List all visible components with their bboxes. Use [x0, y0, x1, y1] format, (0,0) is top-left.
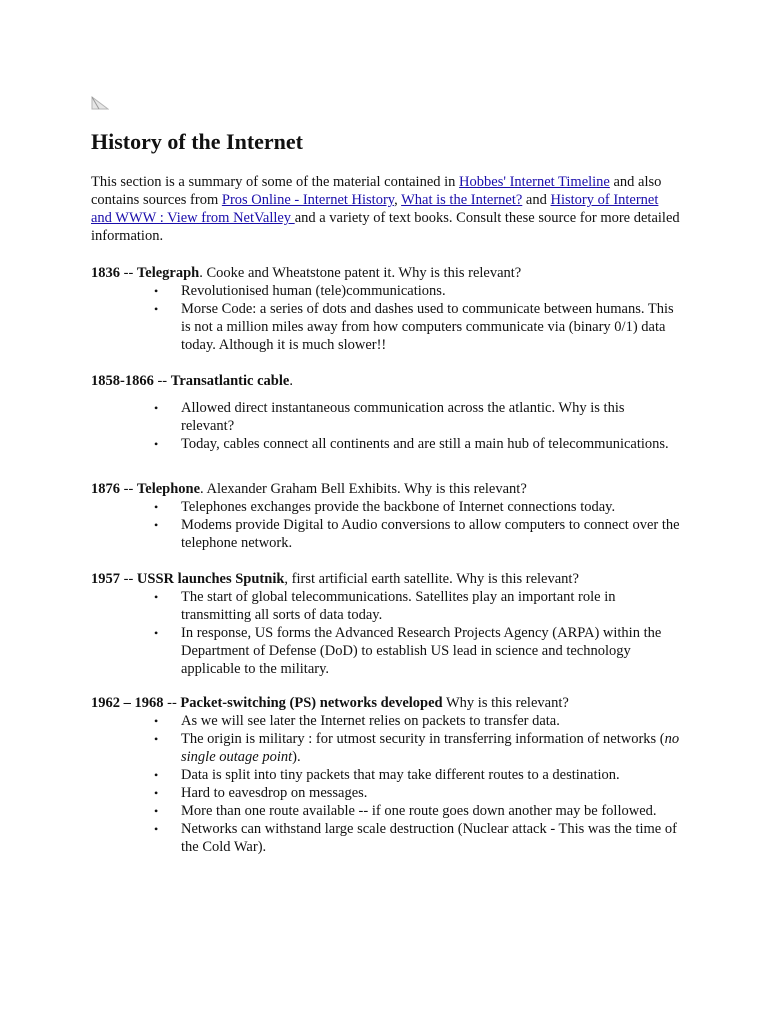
what-is-internet-link[interactable]: What is the Internet? — [401, 192, 523, 208]
event-telegraph — [91, 264, 691, 354]
event-transatlantic-cable — [91, 372, 691, 453]
event-rest: . Cooke and Wheatstone patent it. Why is this relevant? — [199, 265, 522, 281]
list-item-text: The origin is military : for utmost security in transferring information of networks ( — [181, 731, 665, 747]
bullet-list — [91, 498, 691, 552]
italic-phrase: no single outage point — [181, 731, 680, 765]
page-title: History of the Internet — [91, 129, 304, 154]
bullet-icon: • — [154, 590, 159, 604]
list-item — [154, 435, 681, 453]
event-name: Transatlantic cable — [170, 373, 290, 389]
event-separator: -- — [163, 695, 181, 711]
bullet-list — [91, 399, 691, 453]
list-item-text: Hard to eavesdrop on messages. — [181, 785, 368, 801]
event-year: 1858-1866 — [91, 373, 154, 389]
list-item — [154, 712, 681, 730]
list-item-text: Modems provide Digital to Audio conversions to allow computers to connect over the telephone network. — [181, 517, 680, 551]
intro-text-2: and also contains sources from — [91, 174, 662, 208]
bullet-icon: • — [154, 804, 159, 818]
list-item-text: Allowed direct instantaneous communication across the atlantic. Why is this relevant? — [181, 400, 625, 434]
event-rest: Why is this relevant? — [442, 695, 569, 711]
intro-text-4: and — [522, 192, 551, 208]
event-year: 1962 – 1968 — [91, 695, 164, 711]
list-item-text: Data is split into tiny packets that may take different routes to a destination. — [181, 767, 620, 783]
list-item-text: Revolutionised human (tele)communications. — [181, 283, 446, 299]
event-rest: . — [289, 373, 293, 389]
list-item — [154, 624, 681, 678]
list-item — [154, 802, 681, 820]
list-item — [154, 766, 681, 784]
bullet-icon: • — [154, 626, 159, 640]
list-item-text: As we will see later the Internet relies on packets to transfer data. — [181, 713, 560, 729]
event-rest: , first artificial earth satellite. Why is this relevant? — [284, 571, 579, 587]
event-packet-switching — [91, 694, 691, 856]
event-year: 1836 — [91, 265, 120, 281]
list-item-text: More than one route available -- if one route goes down another may be followed. — [181, 803, 657, 819]
intro-text-1: This section is a summary of some of the material contained in — [91, 174, 460, 190]
event-telephone — [91, 480, 691, 552]
bullet-icon: • — [154, 714, 159, 728]
event-year: 1957 — [91, 571, 120, 587]
intro-text-3: , — [394, 192, 402, 208]
bullet-icon: • — [154, 401, 159, 415]
intro-paragraph — [91, 173, 681, 245]
bullet-icon: • — [154, 302, 159, 316]
bullet-icon: • — [154, 786, 159, 800]
bullet-list — [91, 588, 691, 678]
list-item-text: Morse Code: a series of dots and dashes used to communicate between humans. This is not a million miles away from how computers communicate via (binary 0/1) data today. Although it is much slower!! — [181, 301, 674, 353]
bullet-icon: • — [154, 437, 159, 451]
bullet-list — [91, 712, 691, 856]
list-item — [154, 820, 681, 856]
list-item-text: Today, cables connect all continents and are still a main hub of telecommunications. — [181, 436, 669, 452]
netvalley-history-link[interactable]: History of Internet and WWW : View from NetValley — [91, 192, 659, 226]
event-name: USSR launches Sputnik — [136, 571, 285, 587]
event-heading — [91, 570, 691, 588]
list-item — [154, 498, 681, 516]
event-name: Telephone — [136, 481, 201, 497]
event-sputnik — [91, 570, 691, 678]
event-heading — [91, 480, 691, 498]
page-corner-icon — [91, 96, 109, 110]
bullet-icon: • — [154, 500, 159, 514]
bullet-icon: • — [154, 768, 159, 782]
list-item — [154, 516, 681, 552]
event-heading — [91, 264, 691, 282]
event-year: 1876 — [91, 481, 120, 497]
list-item — [154, 784, 681, 802]
event-rest: . Alexander Graham Bell Exhibits. Why is this relevant? — [200, 481, 527, 497]
list-item-text: The start of global telecommunications. Satellites play an important role in transmitting all sorts of data today. — [181, 589, 616, 623]
list-item — [154, 399, 681, 435]
bullet-icon: • — [154, 284, 159, 298]
hobbes-timeline-link[interactable]: Hobbes' Internet Timeline — [459, 174, 610, 190]
event-separator: -- — [120, 481, 137, 497]
list-item-text: Telephones exchanges provide the backbone of Internet connections today. — [181, 499, 616, 515]
intro-text-5: and a variety of text books. Consult these source for more detailed information. — [91, 210, 680, 244]
event-separator: -- — [120, 265, 137, 281]
list-item-text: Networks can withstand large scale destruction (Nuclear attack - This was the time of the Cold War). — [181, 821, 677, 855]
list-item-text: In response, US forms the Advanced Research Projects Agency (ARPA) within the Department of Defense (DoD) to establish US lead in science and technology applicable to the military. — [181, 625, 662, 677]
list-item — [154, 300, 681, 354]
event-name: Telegraph — [136, 265, 200, 281]
bullet-list — [91, 282, 691, 354]
list-item-tail: ). — [292, 749, 301, 765]
event-heading — [91, 694, 691, 712]
event-heading — [91, 372, 691, 390]
event-separator: -- — [153, 373, 171, 389]
bullet-icon: • — [154, 822, 159, 836]
event-separator: -- — [120, 571, 137, 587]
bullet-icon: • — [154, 518, 159, 532]
event-name: Packet-switching (PS) networks developed — [180, 695, 443, 711]
list-item — [154, 730, 681, 766]
list-item — [154, 588, 681, 624]
list-item — [154, 282, 681, 300]
pros-online-link[interactable]: Pros Online - Internet History — [221, 192, 395, 208]
bullet-icon: • — [154, 732, 159, 746]
